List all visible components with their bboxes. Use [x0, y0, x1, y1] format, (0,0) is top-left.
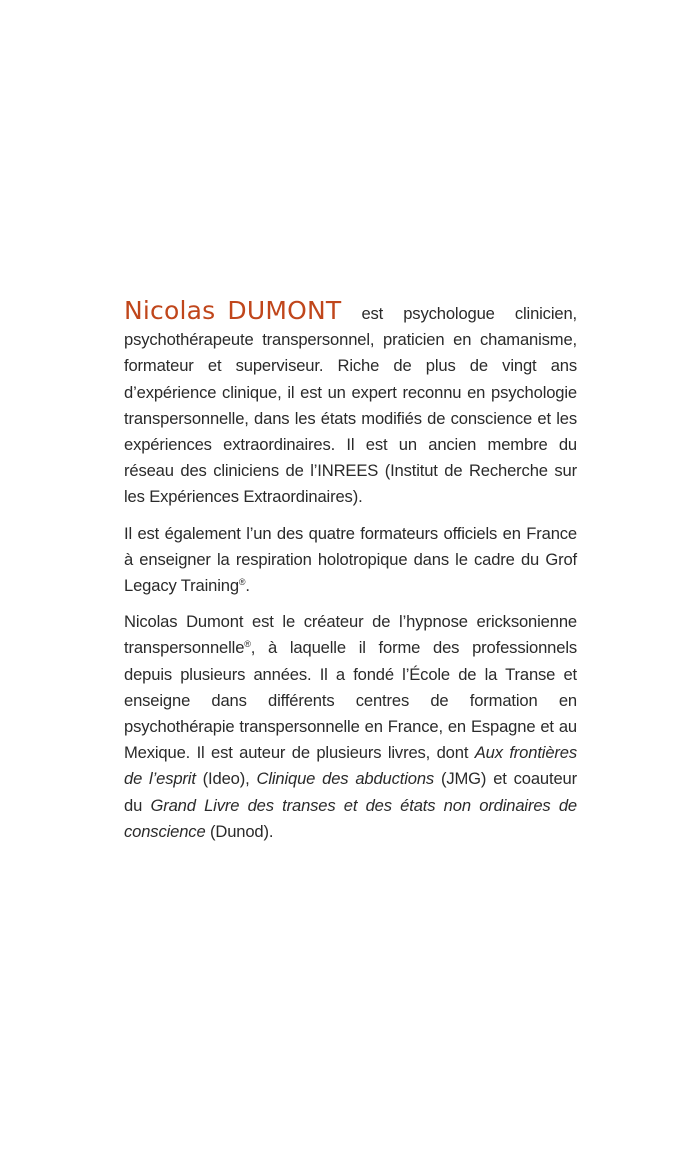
book-publisher-1: (Ideo),: [195, 769, 257, 789]
bio-paragraph-3: [124, 609, 577, 845]
bio-paragraph-1-text: est psychologue clinicien, psychothérapeute transpersonnel, praticien en chamanisme, formateur et superviseur. Riche de plus de vingt ans d’expérience clinique, il est un expert reconnu en psychologie transpersonnelle, dans les états modifiés de conscience et les expériences extraordinaires. Il est un ancien membre du réseau des cliniciens de l’INREES (Institut de Recherche sur les Expériences Extraordinaires).: [124, 304, 577, 507]
bio-paragraph-2-text: Il est également l’un des quatre formateurs officiels en France à enseigner la respiration holotropique dans le cadre du Grof Legacy Training: [124, 523, 577, 596]
bio-paragraph-3-text-a: Nicolas Dumont est le créateur de l’hypnose ericksonienne transpersonnelle: [124, 612, 577, 658]
author-name: [124, 296, 341, 325]
bio-paragraph-1: [124, 298, 577, 511]
book-title-2: Clinique des abductions: [256, 769, 435, 789]
bio-paragraph-2-end: .: [245, 576, 250, 596]
author-first-name: Nicolas: [124, 296, 216, 325]
book-title-3: Grand Livre des transes et des états non ordinaires de conscience: [124, 795, 577, 841]
author-bio: [124, 298, 577, 855]
book-publisher-2: (JMG) et coauteur du: [124, 769, 577, 815]
author-last-name: DUMONT: [227, 296, 342, 325]
book-title-1: Aux frontières de l’esprit: [124, 743, 577, 789]
registered-mark: ®: [244, 639, 251, 650]
bio-paragraph-2: [124, 521, 577, 600]
registered-mark: ®: [238, 577, 246, 588]
book-publisher-3: (Dunod).: [205, 821, 274, 841]
bio-paragraph-3-text-b: , à laquelle il forme des professionnels depuis plusieurs années. Il a fondé l’École de la Transe et enseigne dans différents centres de formation en psychothérapie transpersonnelle en France, en Espagne et au Mexique. Il est auteur de plusieurs livres, dont: [124, 638, 577, 763]
